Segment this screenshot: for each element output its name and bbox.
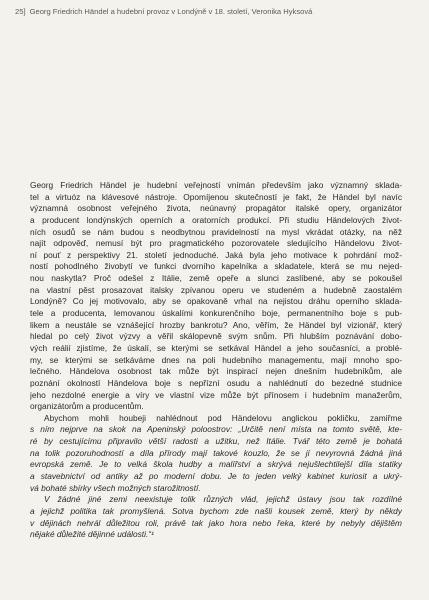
text-line: lečného. Händelova osobnost tak může být inspirací nejen dnešním hudebníkům, ale	[30, 366, 402, 377]
text-line: likem a neustále se vznášející hrozby bankrotu? Ano, věřím, že Händel byl vizionář, který	[30, 319, 402, 330]
text-line: Abychom mohli houbeji nahlédnout pod Händelovu anglickou pokličku, zamiřme	[44, 412, 402, 423]
text-line: Georg Friedrich Händel je hudební veřejností vnímán především jako významný sklada-	[30, 180, 402, 190]
text-line: na vlastní pěst prosazovat italsky zpívanou operu ve studeném a hudebně zaostalém	[30, 284, 402, 295]
text-line: evropská země. Je to velká škola hudby a malířství a skrývá nejušlechtilejší díla statiky	[30, 459, 402, 470]
text-line: na tolik pozoruhodností a díla přírody mají takové kouzlo, že se jí nevyrovná žádná jiná	[30, 447, 402, 458]
paragraph	[30, 413, 402, 494]
text-line: a producent londýnských operních a oratorních produkcí. Při studiu Händelových život-	[30, 214, 402, 225]
text-line: ní pouť z perspektivy 21. století jednoduché. Jaká byla jeho motivace k pohrdání mož-	[30, 249, 402, 260]
text-line: a jejichž politika tak promyšlená. Sotva bychom zde našli kousek země, který by někdy	[30, 505, 402, 516]
text-line: hledal po celý život výzvy a věřil skálopevně svým snům. Při hlubším poznávání dobo-	[30, 331, 402, 342]
text-line: nějaké důležité dějinné události.“¹	[30, 529, 154, 540]
text-line: a stavebnictví od antiky až po moderní dobu. Je to jeden velký kabinet kuriosit a ukrý-	[30, 471, 402, 482]
paragraph	[30, 494, 402, 541]
running-title: Georg Friedrich Händel a hudební provoz v Londýně v 18. století, Veronika Hyksová	[29, 7, 313, 16]
text-line: organizátorům a producentům.	[30, 401, 144, 412]
paragraph	[30, 180, 402, 413]
text-line: poznání okolností Händelova boje s nepřízní osudu a nahlédnutí do bezedné studnice	[30, 377, 402, 388]
text-line: ností pohodlného živobytí ve funkci dvorního kapelníka a skladatele, která se mu nejed-	[30, 261, 402, 272]
text-line: tel a virtuóz na klávesové nástroje. Opomíjenou skutečností je fakt, že Händel byl navíc	[30, 191, 402, 202]
text-line: v dějinách nehrál důležitou roli, právě tak jako hora nebo řeka, které by nebyly dějištěm	[30, 517, 402, 528]
text-line: my, se kterými se setkáváme dnes na poli hudebního managementu, mají mnoho spo-	[30, 354, 402, 365]
page-number: 25]	[15, 7, 26, 16]
text-line: Londýně? Co jej motivovalo, aby se opakovaně vrhal na nejistou dráhu operního sklada-	[30, 296, 402, 307]
text-line: V žádné jiné zemi neexistuje tolik různých vlád, jejichž ústavy jsou tak rozdílné	[44, 494, 402, 505]
text-line: s ním nejprve na skok na Apeninský poloostrov: „Určitě není místa na tomto světě, kte-	[30, 424, 402, 435]
text-line: ré by cestujícímu připravilo větší radosti a užitku, než Itálie. Tvář této země je bohatá	[30, 436, 402, 447]
running-header	[15, 7, 425, 16]
text-line: významná osobnost veřejného života, neúnavný propagátor italské opery, organizátor	[30, 203, 402, 214]
body-text	[30, 180, 402, 541]
text-line: vých reálií zjistíme, že úskalí, se kterými se setkával Händel a jeho současníci, a problé-	[30, 342, 402, 353]
text-line: jeho nezdolné energie a víry ve vlastní vize může být přínosem i hudebním manažerům,	[30, 389, 402, 400]
text-line: vá bohaté sbírky všech možných starožitností.	[30, 482, 201, 493]
text-line: nou naskytla? Proč odešel z Itálie, země opeře a slunci zaslíbené, aby se pokoušel	[30, 273, 402, 284]
text-line: ních osudů se nám budou s neodbytnou pravidelností na mysl vkrádat otázky, na něž	[30, 226, 402, 237]
text-line: tele a producenta, lemovanou úskalími konkurenčního boje, permanentního boje s pub-	[30, 308, 402, 319]
text-line: najít odpověď, nemusí být pro pragmatického pozorovatele sledujícího Händelovu život-	[30, 238, 402, 249]
